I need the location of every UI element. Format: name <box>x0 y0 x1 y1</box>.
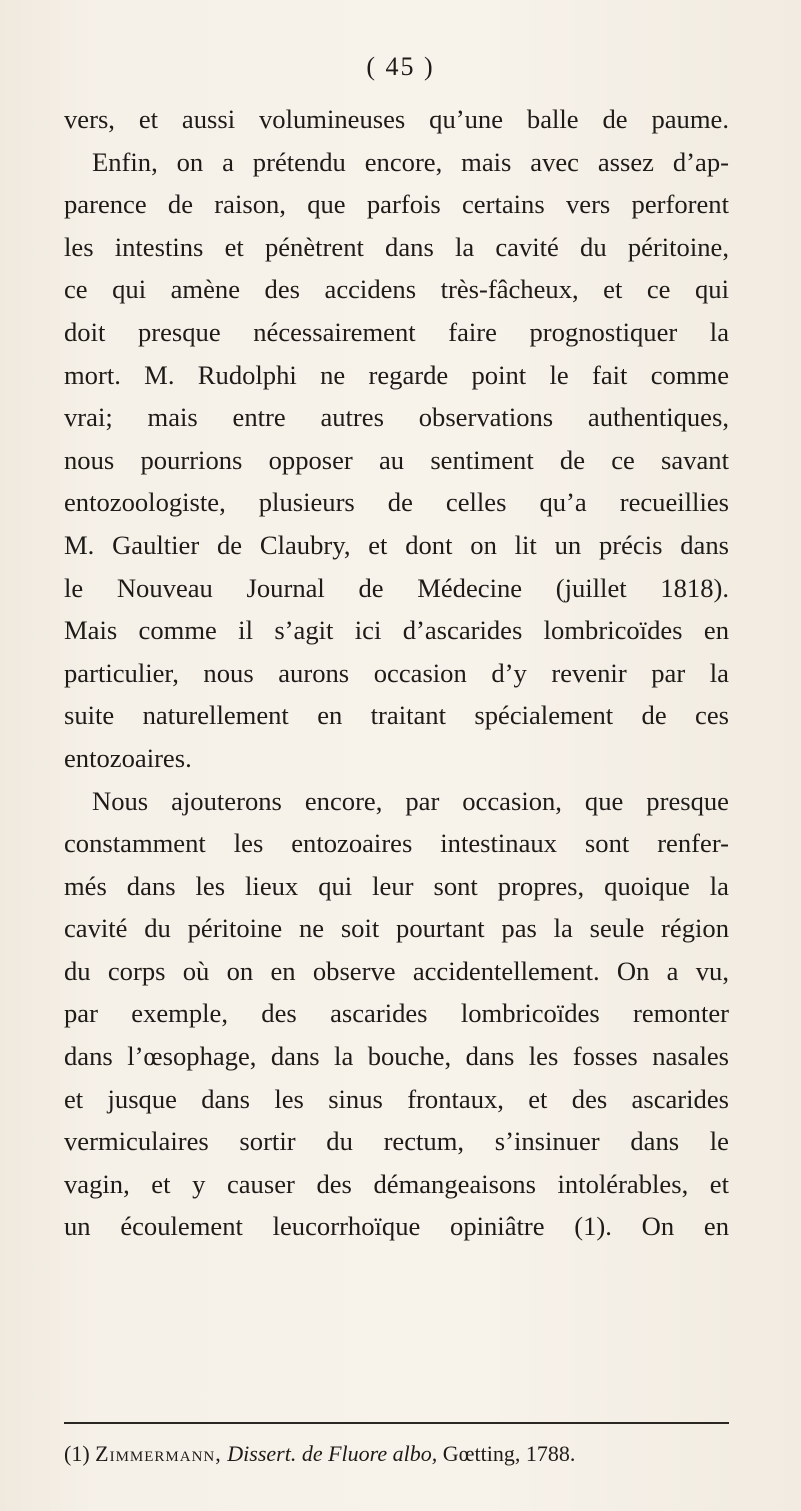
text-line: par exemple, des ascarides lombricoïdes remonter <box>64 998 729 1029</box>
footnote-marker: (1) <box>64 1441 90 1466</box>
footnote-title: Dissert. de Fluore albo, <box>227 1441 438 1466</box>
text-line: un écoulement leucorrhoïque opiniâtre (1). On en <box>64 1211 729 1242</box>
footnote-author: Zimmermann, <box>95 1441 222 1466</box>
body-text <box>64 98 729 1248</box>
footnote-divider <box>64 1422 729 1424</box>
text-line: entozoologiste, plusieurs de celles qu’a recueillies <box>64 487 729 518</box>
text-line: cavité du péritoine ne soit pourtant pas la seule région <box>64 913 729 944</box>
page-number: ( 45 ) <box>366 52 435 81</box>
text-line: Enfin, on a prétendu encore, mais avec assez d’ap- <box>92 146 729 177</box>
footnote-place-date: Gœtting, 1788. <box>442 1441 576 1466</box>
text-line: Mais comme il s’agit ici d’ascarides lombricoïdes en <box>64 615 729 646</box>
text-line: vers, et aussi volumineuses qu’une balle de paume. <box>64 104 729 134</box>
text-line: et jusque dans les sinus frontaux, et des ascarides <box>64 1083 729 1114</box>
text-line: dans l’œsophage, dans la bouche, dans les fosses nasales <box>64 1041 729 1072</box>
text-line: vermiculaires sortir du rectum, s’insinuer dans le <box>64 1126 729 1157</box>
text-line: nous pourrions opposer au sentiment de ce savant <box>64 444 729 475</box>
text-line: le Nouveau Journal de Médecine (juillet 1818). <box>64 572 729 603</box>
text-line: constamment les entozoaires intestinaux sont renfer- <box>64 828 729 859</box>
text-line: doit presque nécessairement faire prognostiquer la <box>64 316 729 347</box>
text-line: mort. M. Rudolphi ne regarde point le fait comme <box>64 359 729 390</box>
text-line: du corps où on en observe accidentellement. On a vu, <box>64 955 729 986</box>
text-line: entozoaires. <box>64 742 192 773</box>
text-line: M. Gaultier de Claubry, et dont on lit un précis dans <box>64 529 729 560</box>
text-line: ce qui amène des accidens très-fâcheux, et ce qui <box>64 274 729 305</box>
text-line: vagin, et y causer des démangeaisons intolérables, et <box>64 1168 729 1199</box>
text-line: Nous ajouterons encore, par occasion, que presque <box>92 785 729 816</box>
text-line: les intestins et pénètrent dans la cavité du péritoine, <box>64 231 729 262</box>
text-line: parence de raison, que parfois certains vers perforent <box>64 189 729 220</box>
footnote <box>64 1440 729 1468</box>
text-line: vrai; mais entre autres observations authentiques, <box>64 402 729 433</box>
text-line: suite naturellement en traitant spécialement de ces <box>64 700 729 731</box>
text-line: particulier, nous aurons occasion d’y revenir par la <box>64 657 729 688</box>
text-line: més dans les lieux qui leur sont propres, quoique la <box>64 870 729 901</box>
